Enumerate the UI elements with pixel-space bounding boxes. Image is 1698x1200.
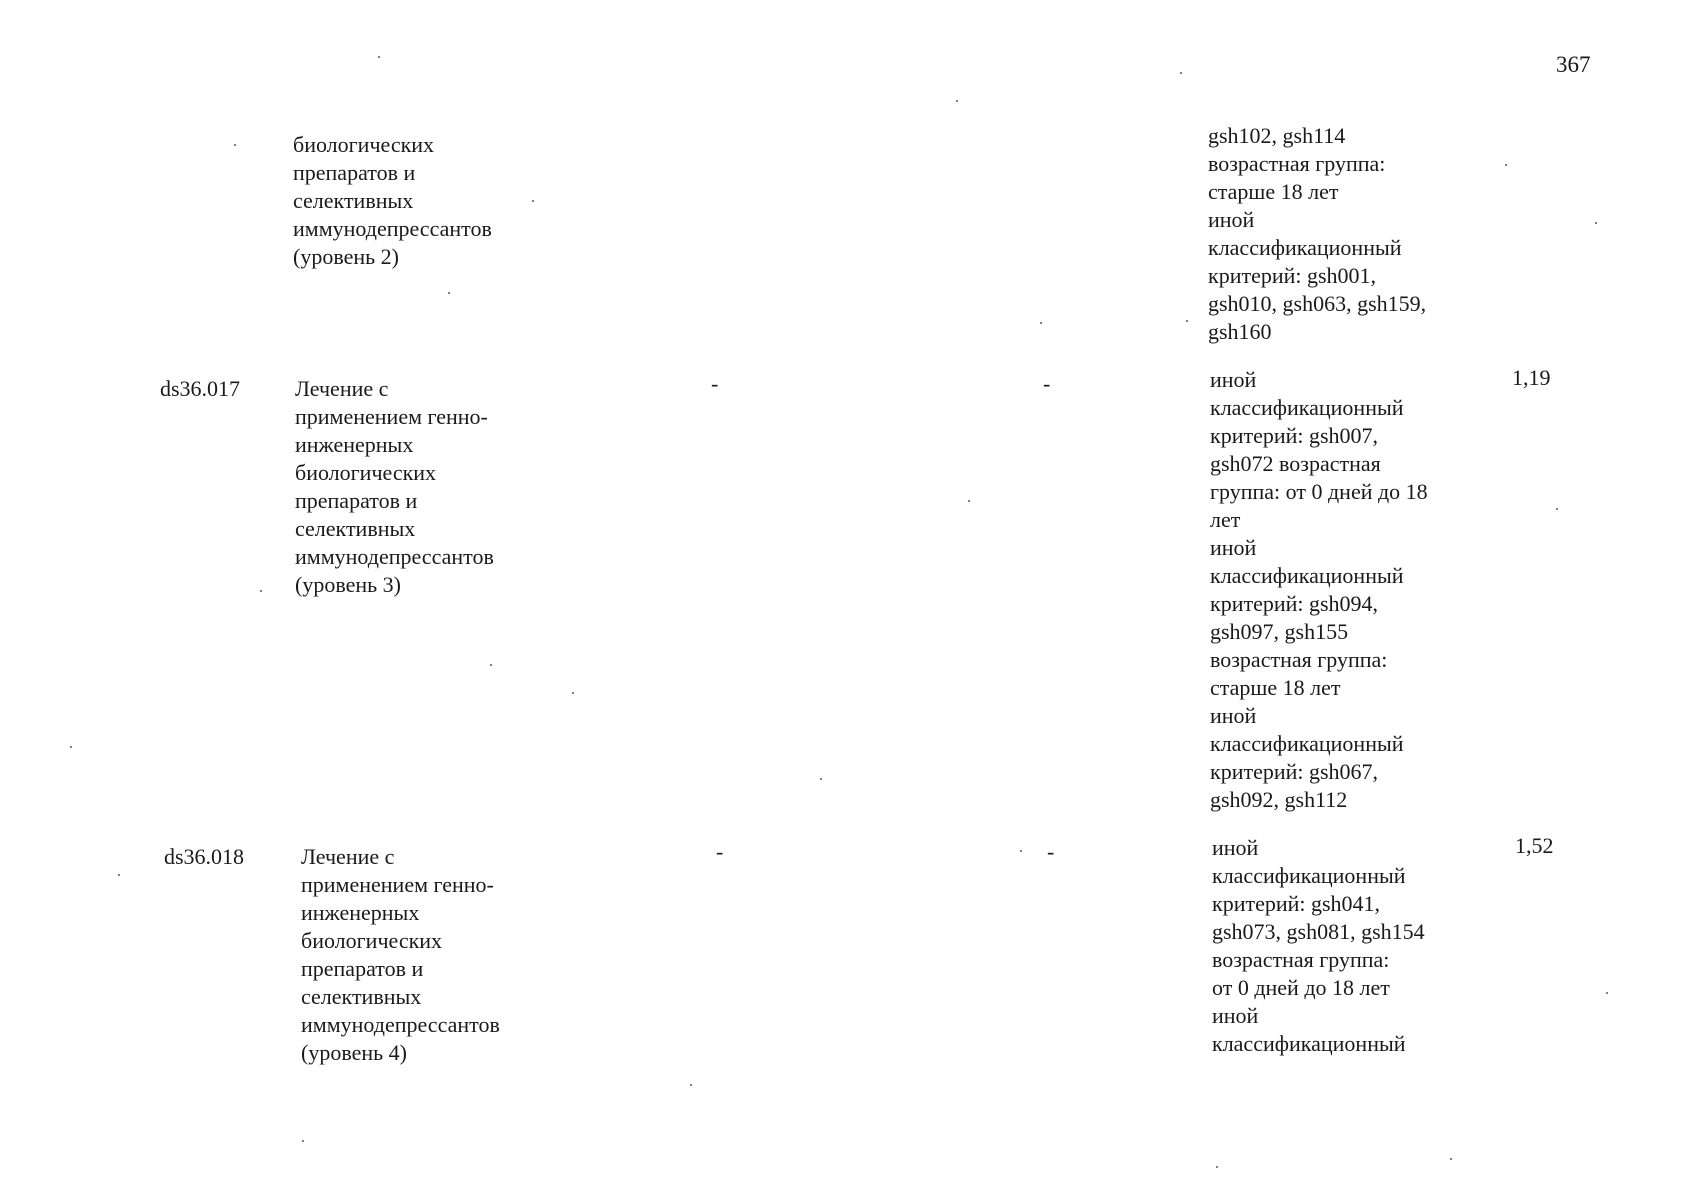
criteria-line: иной xyxy=(1210,367,1257,392)
continuation-name xyxy=(293,131,492,271)
name-line: препаратов и xyxy=(301,956,424,981)
scan-speck xyxy=(1216,1166,1218,1168)
name-line: иммунодепрессантов xyxy=(295,544,494,569)
continuation-criteria xyxy=(1208,122,1426,346)
name-line: применением генно- xyxy=(301,872,494,897)
name-line: инженерных xyxy=(295,432,414,457)
scan-speck xyxy=(302,1140,304,1142)
row-coefficient: 1,52 xyxy=(1515,833,1554,858)
scan-speck xyxy=(1180,72,1182,74)
criteria-line: возрастная группа: xyxy=(1208,151,1386,176)
scan-speck xyxy=(234,144,236,146)
empty-cell-dash: - xyxy=(716,839,724,864)
criteria-line: gsh073, gsh081, gsh154 xyxy=(1212,919,1425,944)
scan-speck xyxy=(448,292,450,294)
name-line: инженерных xyxy=(301,900,420,925)
scan-speck xyxy=(1450,1158,1452,1160)
scan-speck xyxy=(690,1084,692,1086)
criteria-line: классификационный xyxy=(1208,235,1402,260)
name-line: Лечение с xyxy=(301,844,395,869)
row-name xyxy=(295,375,494,599)
criteria-line: критерий: gsh094, xyxy=(1210,591,1379,616)
criteria-line: критерий: gsh007, xyxy=(1210,423,1379,448)
scan-speck xyxy=(1040,322,1042,324)
criteria-line: иной xyxy=(1212,835,1259,860)
criteria-line: от 0 дней до 18 лет xyxy=(1212,975,1390,1000)
criteria-line: критерий: gsh041, xyxy=(1212,891,1381,916)
criteria-line: иной xyxy=(1210,535,1257,560)
criteria-line: gsh102, gsh114 xyxy=(1208,123,1346,148)
criteria-line: классификационный xyxy=(1210,395,1404,420)
criteria-line: gsh010, gsh063, gsh159, xyxy=(1208,291,1427,316)
name-line: препаратов и xyxy=(295,488,418,513)
name-line: Лечение с xyxy=(295,376,389,401)
criteria-line: gsh097, gsh155 xyxy=(1210,619,1349,644)
criteria-line: классификационный xyxy=(1210,731,1404,756)
scan-speck xyxy=(532,200,534,202)
name-line: биологических xyxy=(295,460,437,485)
name-line: биологических xyxy=(301,928,443,953)
name-line: (уровень 4) xyxy=(301,1040,407,1065)
scan-speck xyxy=(956,100,958,102)
criteria-line: gsh072 возрастная xyxy=(1210,451,1381,476)
criteria-line: группа: от 0 дней до 18 xyxy=(1210,479,1428,504)
criteria-line: критерий: gsh001, xyxy=(1208,263,1377,288)
criteria-line: лет xyxy=(1210,507,1241,532)
scan-speck xyxy=(572,692,574,694)
criteria-line: возрастная группа: xyxy=(1210,647,1388,672)
name-line: препаратов и xyxy=(293,160,416,185)
criteria-line: классификационный xyxy=(1210,563,1404,588)
criteria-line: старше 18 лет xyxy=(1208,179,1339,204)
empty-cell-dash: - xyxy=(1047,839,1055,864)
scan-speck xyxy=(1556,508,1558,510)
criteria-line: классификационный xyxy=(1212,1031,1406,1056)
scan-speck xyxy=(378,56,380,58)
name-line: (уровень 2) xyxy=(293,244,399,269)
criteria-line: классификационный xyxy=(1212,863,1406,888)
scan-speck xyxy=(70,746,72,748)
criteria-line: иной xyxy=(1210,703,1257,728)
row-coefficient: 1,19 xyxy=(1512,365,1551,390)
empty-cell-dash: - xyxy=(1043,371,1051,396)
scan-speck xyxy=(1020,850,1022,852)
name-line: применением генно- xyxy=(295,404,488,429)
name-line: селективных xyxy=(301,984,422,1009)
scan-speck xyxy=(1186,320,1188,322)
name-line: селективных xyxy=(295,516,416,541)
criteria-line: возрастная группа: xyxy=(1212,947,1390,972)
name-line: (уровень 3) xyxy=(295,572,401,597)
criteria-line: критерий: gsh067, xyxy=(1210,759,1379,784)
row-criteria xyxy=(1210,366,1428,814)
name-line: биологических xyxy=(293,132,435,157)
page-number: 367 xyxy=(1556,52,1591,77)
scan-speck xyxy=(260,590,262,592)
name-line: иммунодепрессантов xyxy=(301,1012,500,1037)
name-line: селективных xyxy=(293,188,414,213)
scan-speck xyxy=(1505,164,1507,166)
scan-speck xyxy=(118,874,120,876)
criteria-line: старше 18 лет xyxy=(1210,675,1341,700)
row-name xyxy=(301,843,500,1067)
name-line: иммунодепрессантов xyxy=(293,216,492,241)
scan-speck xyxy=(490,664,492,666)
criteria-line: иной xyxy=(1208,207,1255,232)
criteria-line: gsh092, gsh112 xyxy=(1210,787,1348,812)
row-code: ds36.017 xyxy=(160,376,241,401)
scan-speck xyxy=(820,778,822,780)
empty-cell-dash: - xyxy=(711,371,719,396)
scan-speck xyxy=(1595,222,1597,224)
scan-speck xyxy=(968,500,970,502)
scan-speck xyxy=(1606,992,1608,994)
criteria-line: gsh160 xyxy=(1208,319,1272,344)
row-criteria xyxy=(1212,834,1425,1058)
row-code: ds36.018 xyxy=(164,844,245,869)
criteria-line: иной xyxy=(1212,1003,1259,1028)
